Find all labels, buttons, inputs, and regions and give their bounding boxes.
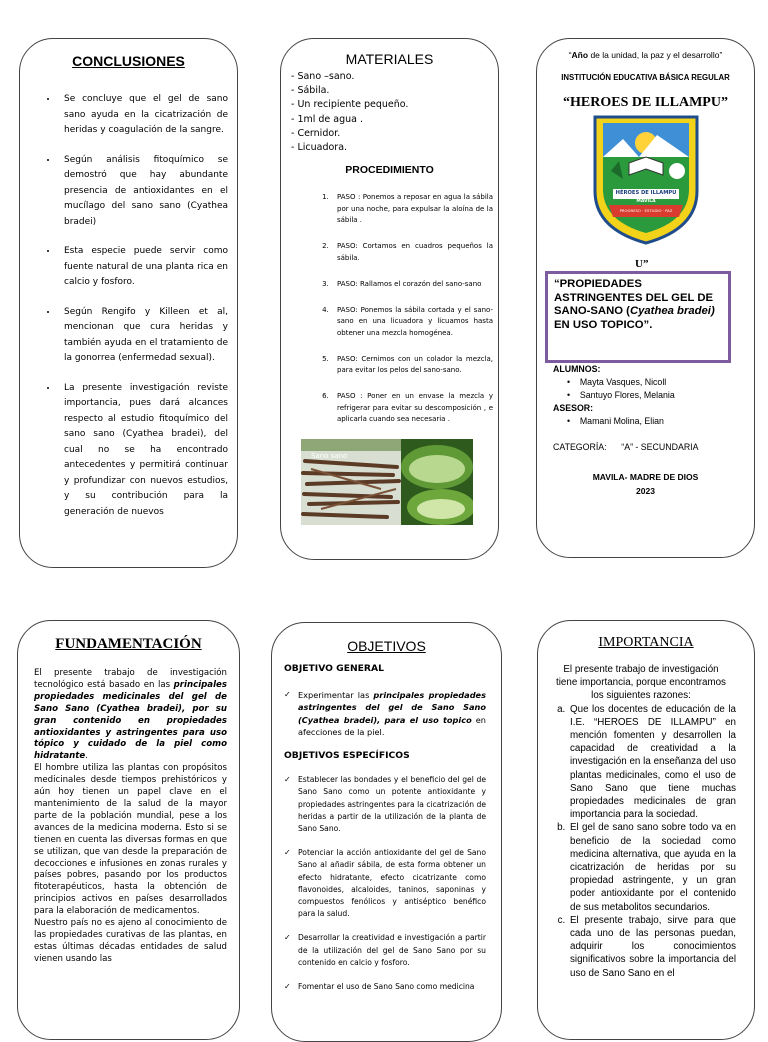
text-run: Sano Sano [34, 703, 90, 714]
photo-label: Sano sano [311, 452, 348, 460]
list-item: • La presente investigación reviste importancia, pues dará alcances respecto al estudio fitoquímico del sano sano (Cyathea bradei), del cual no se ha encontrado antecedentes y permitirá continuar y profundizar con nuevos estudios, y su contribución para la generación de nuevos [58, 381, 228, 521]
materials-item: - Sano –sano. [291, 71, 355, 82]
procedure-step: 2. PASO: Cortamos en cuadros pequeños la sábila. [331, 241, 493, 264]
year: 2023 [636, 486, 655, 496]
list-item: ✓ Potenciar la acción antioxidante del gel de Sano Sano al añadir sábila, de esta forma obtener un efecto hidratante, efecto cicatrizante como flavonoides, alcaloides, taninos, saponinas y compuestos fenólicos y antiséptico benéfico para la salud. [284, 847, 486, 920]
objetivo-general-label: OBJETIVO GENERAL [284, 663, 384, 674]
project-title-part2: EN USO TOPICO”. [554, 319, 653, 332]
crest-ribbon: PROGRESO · ESTUDIO · PAZ [619, 208, 673, 213]
text-run: principales propiedades astringentes del gel de Sano Sano (Cyathea bradei), para el uso topico [298, 690, 486, 725]
list-item: ✓ Desarrollar la creatividad e investigación a partir de la utilización del gel de Sano Sano por su contenido en calcio y fosforo. [284, 932, 486, 969]
crest-text: HÉROES DE ILLAMPU [615, 190, 677, 196]
importancia-intro: El presente trabajo de investigación tiene importancia, porque encontramos los siguientes razones: [556, 664, 726, 702]
fundamentacion-panel [17, 620, 240, 1040]
list-item: • Según Rengifo y Killeen et al, mencionan que cura heridas y también ayuda en el tratamiento de la gonorrea (enfermedad sexual). [58, 305, 228, 367]
list-item: a. Que los docentes de educación de la I.E. “HEROES DE ILLAMPU” en mención fomenten y desarrollen la capacidad de creatividad a la investigación en la enseñanza del uso plantas medicinales, como el uso de Sano Sano que tiene muchas propiedades medicinales de gran importancia para la sociedad. [568, 703, 736, 822]
motto-bold: Año [571, 50, 589, 60]
fundamentacion-body [34, 668, 227, 966]
place: MAVILA- MADRE DE DIOS [592, 472, 699, 482]
aloe-vera-image [401, 439, 473, 525]
student-item: • Santuyo Flores, Melania [567, 390, 675, 400]
materials-item: - Un recipiente pequeño. [291, 99, 409, 111]
fundamentacion-title: FUNDAMENTACIÓN [55, 636, 202, 652]
importancia-panel [537, 620, 755, 1040]
text-run: El presente trabajo de investigación tecnológico está basado en las [34, 668, 227, 690]
text-run: en afecciones de la piel. [298, 714, 486, 737]
fundamentacion-paragraph: El hombre utiliza las plantas con propósitos medicinales desde tiempos prehistóricos y aún hoy tienen un papel clave en el mantenimiento de la salud de la mayor parte de la población mundial, pese a los avances de la medicina moderna. Esto si se tienen en cuenta las diversas formas en que se utilizan, que van desde la preparación de decocciones e infusiones en zonas rurales y países pobres, pasando por los productos fitoterapéuticos, hasta la obtención de principios activos en países desarrollados para la elaboración de medicamentos. [34, 763, 227, 917]
fundamentacion-paragraph: Nuestro país no es ajeno al conocimiento de las propiedades curativas de las plantas, en estas últimas décadas entidades de salud vienen usando las [34, 918, 227, 964]
sano-sano-photo [301, 439, 401, 525]
materials-item: - Cernidor. [291, 127, 341, 139]
advisor-name: Mamani Molina, Elian [579, 416, 664, 426]
students-label: ALUMNOS: [553, 364, 601, 374]
importancia-list [546, 703, 736, 980]
crest-icon [589, 113, 703, 245]
procedimiento-title: PROCEDIMIENTO [345, 164, 434, 176]
objetivos-body [284, 663, 486, 1005]
project-title-italic: Cyathea bradei) [629, 305, 715, 318]
materials-item: - Sábila. [291, 85, 330, 97]
list-item [284, 689, 486, 738]
fundamentacion-paragraph [34, 668, 227, 763]
conclusiones-title: CONCLUSIONES [72, 53, 185, 69]
procedure-step: 5. PASO: Cernimos con un colador la mezcla, para evitar los pelos del sano-sano. [331, 354, 493, 377]
procedure-step: 3. PASO: Rallamos el corazón del sano-sano [331, 279, 493, 291]
student-name: Mayta Vasques, Nicoll [579, 377, 667, 387]
text-run: . [85, 751, 88, 762]
objetivos-panel [271, 622, 502, 1042]
crest-motto: MAVILA [636, 199, 656, 204]
student-item: • Mayta Vasques, Nicoll [567, 377, 667, 387]
text-run: (Cyathea bradei), por su gran contenido en propiedades antioxidantes y astringentes para uso tópico y cuidado de la piel como hidratante [34, 703, 227, 762]
procedure-step: 1. PASO : Ponemos a reposar en agua la sábila por una noche, para expulsar la aloína de la sábila . [331, 192, 493, 227]
stray-text: U” [635, 258, 649, 270]
materiales-panel [280, 38, 499, 560]
text-run: principales propiedades medicinales del gel de [34, 679, 227, 702]
category: CATEGORÍA: “A” - SECUNDARIA [553, 442, 699, 452]
student-name: Santuyo Flores, Melania [579, 390, 675, 400]
list-item: • Esta especie puede servir como fuente natural de una planta rica en calcio y fosforo. [58, 244, 228, 291]
importancia-body [546, 663, 736, 980]
procedure-steps [281, 192, 493, 426]
importancia-title: IMPORTANCIA [598, 635, 694, 650]
motto-rest: de la unidad, la paz y el desarrollo” [588, 50, 723, 60]
advisor-item: • Mamani Molina, Elian [567, 416, 664, 426]
procedure-step: 4. PASO: Ponemos la sábila cortada y el sano-sano en una licuadora y licuamos hasta obtener una mezcla homogénea. [331, 305, 493, 340]
materiales-title: MATERIALES [345, 51, 434, 67]
procedure-step: 6. PASO : Poner en un envase la mezcla y refrigerar para evitar su descomposición , e aplicarla cuando sea necesaria . [331, 391, 493, 426]
project-title-part1: “PROPIEDADES ASTRINGENTES DEL GEL DE SANO-SANO ( [554, 278, 714, 318]
list-item: • Se concluye que el gel de sano sano ayuda en la cicatrización de heridas y coagulación de la sangre. [58, 92, 228, 139]
list-item: ✓ Fomentar el uso de Sano Sano como medicina [284, 981, 486, 993]
objetivo-general-list [284, 689, 486, 738]
list-item: ✓ Establecer las bondades y el beneficio del gel de Sano Sano como un potente antioxidante y propiedades astringentes para la cicatrización de heridas a partir de la utilización de la planta de Sano Sano. [284, 774, 486, 835]
objetivos-especificos-label: OBJETIVOS ESPECÍFICOS [284, 750, 410, 762]
materials-item: - Licuadora. [291, 142, 348, 154]
conclusiones-list [28, 92, 228, 520]
school-name: “HEROES DE ILLAMPU” [563, 95, 728, 110]
advisor-label: ASESOR: [553, 403, 594, 413]
materials-item: - 1ml de agua . [291, 113, 364, 125]
project-title-box [545, 271, 731, 363]
sabila-photo [401, 439, 473, 525]
motto: “Año de la unidad, la paz y el desarrollo” [568, 50, 723, 60]
cover-panel [536, 38, 755, 558]
institution: INSTITUCIÓN EDUCATIVA BÁSICA REGULAR [561, 73, 730, 82]
conclusiones-panel [19, 38, 238, 568]
list-item: b. El gel de sano sano sobre todo va en beneficio de la sociedad como medicina alternativa, que ayuda en la cicatrización de heridas por su propiedad astringente, y un gran poder antioxidante por el contenido de sus metabolitos secundarios. [568, 821, 736, 913]
objetivos-especificos-list [284, 774, 486, 993]
text-run: Experimentar las [298, 690, 374, 701]
school-crest [589, 113, 703, 245]
list-item: c. El presente trabajo, sirve para que cada uno de las personas puedan, adquirir los conocimientos significativos sobre la importancia del uso de Sano Sano en el [568, 914, 736, 980]
objetivos-title: OBJETIVOS [347, 638, 426, 654]
list-item: • Según análisis fitoquímico se demostró que hay abundante presencia de antioxidantes en el mucílago del sano sano (Cyathea bradei) [58, 153, 228, 231]
